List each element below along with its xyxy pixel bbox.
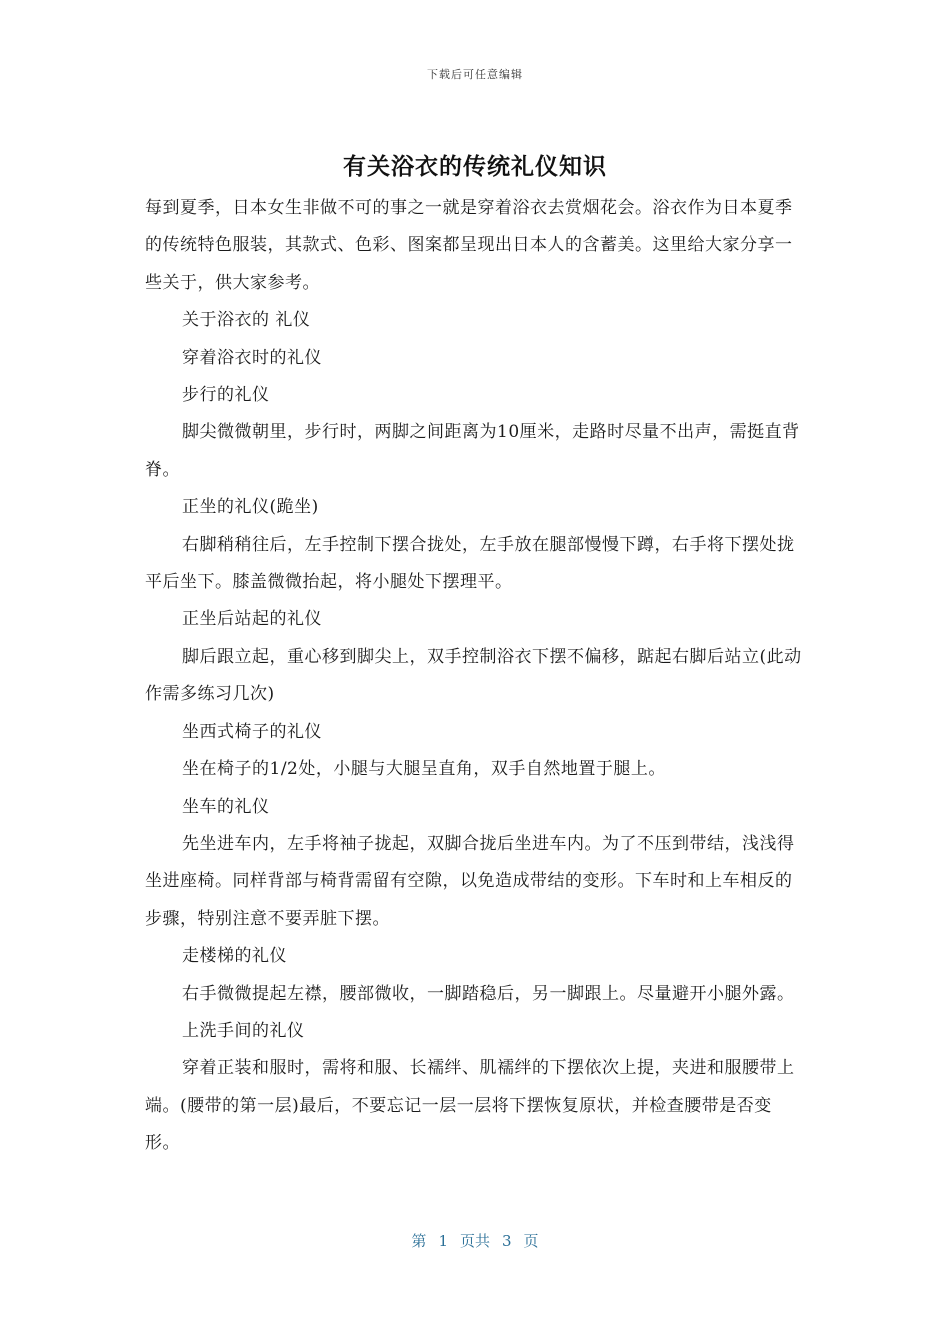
subsection-heading: 步行的礼仪 [182, 385, 270, 406]
total-pages-number: 3 [502, 1232, 512, 1250]
paragraph: 右手微微提起左襟，腰部微收，一脚踏稳后，另一脚跟上。尽量避开小腿外露。 [182, 983, 795, 1004]
subsection-heading: 走楼梯的礼仪 [182, 946, 287, 967]
subsection-heading: 正坐后站起的礼仪 [182, 609, 322, 630]
paragraph: 脚后跟立起，重心移到脚尖上，双手控制浴衣下摆不偏移，踮起右脚后站立(此动作需多练习几次) [145, 646, 802, 705]
subsection-heading: 正坐的礼仪(跪坐) [182, 497, 319, 518]
page-footer [0, 1230, 950, 1251]
subsection-heading: 坐西式椅子的礼仪 [182, 721, 322, 742]
page-label-prefix: 第 [411, 1232, 427, 1250]
page-header: 下载后可任意编辑 [427, 68, 523, 81]
subsection-heading: 坐车的礼仪 [182, 796, 270, 817]
current-page-number: 1 [438, 1232, 448, 1250]
page-label-middle: 页共 [459, 1232, 490, 1250]
paragraph: 坐在椅子的1/2处，小腿与大腿呈直角，双手自然地置于腿上。 [182, 759, 666, 780]
document-title: 有关浴衣的传统礼仪知识 [343, 154, 607, 180]
paragraph: 先坐进车内，左手将袖子拢起，双脚合拢后坐进车内。为了不压到带结，浅浅得坐进座椅。同样背部与椅背需留有空隙，以免造成带结的变形。下车时和上车相反的步骤，特别注意不要弄脏下摆。 [145, 833, 795, 929]
paragraph-intro: 每到夏季，日本女生非做不可的事之一就是穿着浴衣去赏烟花会。浴衣作为日本夏季的传统特色服装，其款式、色彩、图案都呈现出日本人的含蓄美。这里给大家分享一些关于，供大家参考。 [145, 198, 793, 293]
paragraph: 脚尖微微朝里，步行时，两脚之间距离为10厘米，走路时尽量不出声，需挺直背脊。 [145, 422, 800, 480]
section-heading: 关于浴衣的 礼仪 [182, 310, 311, 331]
paragraph: 穿着正装和服时，需将和服、长襦绊、肌襦绊的下摆依次上提，夹进和服腰带上端。(腰带的第一层)最后，不要忘记一层一层将下摆恢复原状，并检查腰带是否变形。 [145, 1058, 795, 1154]
subsection-heading: 穿着浴衣时的礼仪 [182, 347, 322, 368]
subsection-heading: 上洗手间的礼仪 [182, 1020, 305, 1041]
paragraph: 右脚稍稍往后，左手控制下摆合拢处，左手放在腿部慢慢下蹲，右手将下摆处拢平后坐下。膝盖微微抬起，将小腿处下摆理平。 [145, 534, 795, 593]
document-body [145, 190, 805, 1163]
page-label-suffix: 页 [523, 1232, 539, 1250]
